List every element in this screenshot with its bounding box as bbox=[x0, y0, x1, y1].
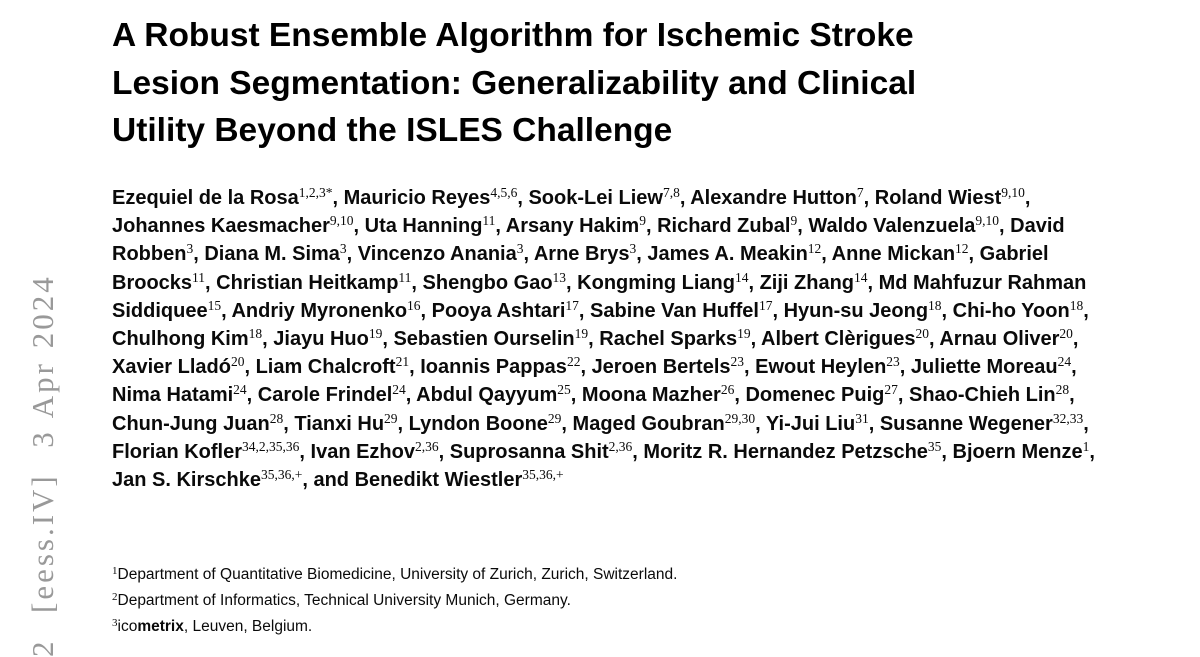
author-affiliation-sup: 12 bbox=[955, 241, 969, 257]
author: Pooya Ashtari$^{17}$ bbox=[431, 297, 579, 322]
author-affiliation-sup: 4,5,6 bbox=[490, 184, 518, 200]
author: Yi-Jui Liu$^{31}$ bbox=[765, 410, 869, 435]
author-affiliation-sup: 2,36 bbox=[415, 438, 439, 454]
author-affiliation-sup: 11 bbox=[192, 269, 206, 285]
author-affiliation-sup: 17 bbox=[758, 297, 773, 313]
author-affiliation-sup: 29 bbox=[547, 410, 562, 426]
author-affiliation-sup: 23 bbox=[730, 354, 745, 370]
author-affiliation-sup: 24 bbox=[1057, 354, 1072, 370]
author: Susanne Wegener$^{32,33}$ bbox=[879, 410, 1084, 435]
author: Chun-Jung Juan$^{28}$ bbox=[112, 410, 284, 435]
author: Liam Chalcroft$^{21}$ bbox=[255, 354, 410, 379]
author: Gabriel Broocks$^{11}$ bbox=[112, 243, 1049, 294]
author-affiliation-sup: 22 bbox=[566, 354, 581, 370]
affiliation-text: , Leuven, Belgium. bbox=[183, 618, 313, 635]
author-affiliation-sup: 20 bbox=[1059, 326, 1073, 341]
author-affiliation-sup: 31 bbox=[855, 410, 869, 426]
author-affiliation-sup: 18 bbox=[1069, 297, 1084, 313]
author: Uta Hanning$^{11}$ bbox=[364, 213, 496, 238]
author: and Benedikt Wiestler$^{35,36,+}$ bbox=[313, 467, 564, 492]
author: Ewout Heylen$^{23}$ bbox=[755, 354, 900, 379]
author-affiliation-sup: 35 bbox=[927, 438, 942, 454]
author-affiliation-sup: 9 bbox=[639, 213, 646, 229]
author-affiliation-sup: 7,8 bbox=[662, 184, 680, 200]
author: Juliette Moreau$^{24}$ bbox=[910, 354, 1072, 379]
author-affiliation-sup: 9,10 bbox=[1001, 184, 1025, 200]
title-line: Utility Beyond the ISLES Challenge bbox=[112, 112, 673, 149]
author: Chulhong Kim$^{18}$ bbox=[112, 326, 263, 351]
author-affiliation-sup: 3 bbox=[339, 241, 347, 257]
author: Arnau Oliver$^{20}$ bbox=[939, 326, 1073, 351]
author: Florian Kofler$^{34,2,35,36}$ bbox=[112, 438, 300, 463]
author-affiliation-sup: 19 bbox=[737, 326, 751, 341]
author: Abdul Qayyum$^{25}$ bbox=[416, 382, 571, 407]
author: Md Mahfuzur Rahman Siddiquee$^{15}$ bbox=[112, 271, 1087, 322]
author: Christian Heitkamp$^{11}$ bbox=[216, 269, 412, 294]
author: Richard Zubal$^9$ bbox=[657, 213, 798, 238]
affiliation-text: Department of Informatics, Technical University Munich, Germany. bbox=[117, 592, 571, 609]
author-affiliation-sup: 20 bbox=[230, 354, 245, 370]
author: Lyndon Boone$^{29}$ bbox=[408, 410, 562, 435]
author-affiliation-sup: 3 bbox=[516, 241, 524, 257]
author: Waldo Valenzuela$^{9,10}$ bbox=[808, 213, 1000, 238]
author: Maged Goubran$^{29,30}$ bbox=[572, 410, 756, 435]
author-affiliation-sup: 24 bbox=[392, 382, 406, 398]
author: Sebastien Ourselin$^{19}$ bbox=[393, 326, 589, 351]
author-affiliation-sup: 35,36,+ bbox=[260, 467, 303, 483]
author: Ioannis Pappas$^{22}$ bbox=[420, 354, 581, 379]
author-affiliation-sup: 19 bbox=[368, 326, 383, 341]
author-affiliation-sup: 20 bbox=[915, 326, 929, 341]
author: Shengbo Gao$^{13}$ bbox=[422, 269, 567, 294]
author: Moritz R. Hernandez Petzsche$^{35}$ bbox=[643, 438, 942, 463]
author: Moona Mazher$^{26}$ bbox=[581, 382, 735, 407]
author-affiliation-sup: 29,30 bbox=[724, 410, 756, 426]
author: James A. Meakin$^{12}$ bbox=[647, 241, 822, 266]
author-affiliation-sup: 29 bbox=[384, 410, 398, 426]
author-affiliation-sup: 32,33 bbox=[1052, 410, 1084, 426]
affiliation-item bbox=[112, 588, 1097, 614]
author: Arne Brys$^3$ bbox=[533, 241, 637, 266]
author-affiliation-sup: 27 bbox=[884, 382, 898, 398]
paper-title bbox=[112, 12, 916, 155]
author: Chi-ho Yoon$^{18}$ bbox=[952, 297, 1084, 322]
author: Jan S. Kirschke$^{35,36,+}$ bbox=[112, 467, 303, 492]
affiliation-text: ico bbox=[117, 618, 138, 635]
author: Johannes Kaesmacher$^{9,10}$ bbox=[112, 213, 354, 238]
author: Diana M. Sima$^3$ bbox=[204, 241, 347, 266]
author-affiliation-sup: 1 bbox=[1082, 438, 1090, 454]
author: Albert Clèrigues$^{20}$ bbox=[761, 326, 929, 351]
author-affiliation-sup: 9 bbox=[790, 213, 798, 229]
author: Ezequiel de la Rosa$^{1,2,3*}$ bbox=[112, 184, 333, 209]
affiliation-item bbox=[112, 562, 1097, 588]
author-affiliation-sup: 26 bbox=[720, 382, 735, 398]
author: Domenec Puig$^{27}$ bbox=[745, 382, 898, 407]
author-affiliation-sup: 21 bbox=[395, 354, 410, 370]
author-affiliation-sup: 19 bbox=[574, 326, 589, 341]
author-affiliation-sup: 28 bbox=[269, 410, 284, 426]
author: Jiayu Huo$^{19}$ bbox=[273, 326, 383, 351]
author: Vincenzo Anania$^3$ bbox=[357, 241, 524, 266]
author-affiliation-sup: 34,2,35,36 bbox=[242, 438, 300, 454]
author: Andriy Myronenko$^{16}$ bbox=[231, 297, 421, 322]
author: Rachel Sparks$^{19}$ bbox=[599, 326, 751, 351]
author: Arsany Hakim$^9$ bbox=[505, 213, 646, 238]
title-line: A Robust Ensemble Algorithm for Ischemic Stroke bbox=[112, 17, 914, 54]
author-affiliation-sup: 25 bbox=[557, 382, 571, 398]
author: Kongming Liang$^{14}$ bbox=[577, 269, 749, 294]
author-affiliation-sup: 35,36,+ bbox=[522, 467, 564, 483]
author-affiliation-sup: 18 bbox=[928, 297, 942, 313]
author: Jeroen Bertels$^{23}$ bbox=[591, 354, 745, 379]
affiliation-number-sup: 2 bbox=[112, 591, 118, 604]
affiliation-number-sup: 3 bbox=[112, 617, 118, 630]
author-affiliation-sup: 23 bbox=[886, 354, 900, 370]
author-affiliation-sup: 24 bbox=[233, 382, 247, 398]
author-list: Ezequiel de la Rosa$^{1,2,3*}$, Mauricio Reyes$^{4,5,6}$, Sook-Lei Liew$^{7,8}$, Alexandre Hutton$^7$, Roland Wiest$^{9,10}$, Johannes Kaesmacher$^{9,10}$, Uta Hanning$^{11}$, Arsany Hakim$^9$, Richard Zubal$^9$, Waldo Valenzuela$^{9,10}$, David Robben$^3$, Diana M. Sima$^3$, Vincenzo Anania$^3$, Arne Brys$^3$, James A. Meakin$^{12}$, Anne Mickan$^{12}$, Gabriel Broocks$^{11}$, Christian Heitkamp$^{11}$, Shengbo Gao$^{13}$, Kongming Liang$^{14}$, Ziji Zhang$^{14}$, Md Mahfuzur Rahman Siddiquee$^{15}$, Andriy Myronenko$^{16}$, Pooya Ashtari$^{17}$, Sabine Van Huffel$^{17}$, Hyun-su Jeong$^{18}$, Chi-ho Yoon$^{18}$, Chulhong Kim$^{18}$, Jiayu Huo$^{19}$, Sebastien Ourselin$^{19}$, Rachel Sparks$^{19}$, Albert Clèrigues$^{20}$, Arnau Oliver$^{20}$, Xavier Lladó$^{20}$, Liam Chalcroft$^{21}$, Ioannis Pappas$^{22}$, Jeroen Bertels$^{23}$, Ewout Heylen$^{23}$, Juliette Moreau$^{24}$, Nima Hatami$^{24}$, Carole Frindel$^{24}$, Abdul Qayyum$^{25}$, Moona Mazher$^{26}$, Domenec Puig$^{27}$, Shao-Chieh Lin$^{28}$, Chun-Jung Juan$^{28}$, Tianxi Hu$^{29}$, Lyndon Boone$^{29}$, Maged Goubran$^{29,30}$, Yi-Jui Liu$^{31}$, Susanne Wegener$^{32,33}$, Florian Kofler$^{34,2,35,36}$, Ivan Ezhov$^{2,36}$, Suprosanna Shit$^{2,36}$, Moritz R. Hernandez Petzsche$^{35}$, Bjoern Menze$^1$, Jan S. Kirschke$^{35,36,+}$, and Benedikt Wiestler$^{35,36,+}$ bbox=[112, 184, 1095, 492]
author-affiliation-sup: 3 bbox=[629, 241, 637, 257]
author: Alexandre Hutton$^7$ bbox=[690, 184, 864, 209]
author: Sook-Lei Liew$^{7,8}$ bbox=[528, 184, 680, 209]
author: Mauricio Reyes$^{4,5,6}$ bbox=[343, 184, 518, 209]
author: Anne Mickan$^{12}$ bbox=[831, 241, 969, 266]
author-affiliation-sup: 11 bbox=[398, 269, 412, 285]
author-affiliation-sup: 1,2,3* bbox=[298, 184, 333, 200]
author-affiliation-sup: 7 bbox=[856, 184, 864, 200]
author: Suprosanna Shit$^{2,36}$ bbox=[449, 438, 633, 463]
author-affiliation-sup: 14 bbox=[854, 269, 868, 285]
author-affiliation-sup: 9,10 bbox=[329, 213, 354, 229]
author-affiliation-sup: 11 bbox=[482, 213, 496, 229]
author: David Robben$^3$ bbox=[112, 215, 1065, 266]
author: Carole Frindel$^{24}$ bbox=[257, 382, 406, 407]
author-affiliation-sup: 9,10 bbox=[975, 213, 1000, 229]
author-affiliation-sup: 15 bbox=[207, 297, 222, 313]
author: Nima Hatami$^{24}$ bbox=[112, 382, 247, 407]
affiliation-list bbox=[112, 562, 1097, 640]
affiliation-text: Department of Quantitative Biomedicine, University of Zurich, Zurich, Switzerland. bbox=[117, 566, 678, 583]
author: Bjoern Menze$^1$ bbox=[952, 438, 1090, 463]
author-affiliation-sup: 12 bbox=[807, 241, 822, 257]
author: Tianxi Hu$^{29}$ bbox=[294, 410, 398, 435]
author: Roland Wiest$^{9,10}$ bbox=[874, 184, 1025, 209]
author-affiliation-sup: 3 bbox=[186, 241, 194, 257]
author-affiliation-sup: 2,36 bbox=[608, 438, 633, 454]
title-line: Lesion Segmentation: Generalizability and Clinical bbox=[112, 64, 917, 102]
author-affiliation-sup: 17 bbox=[565, 297, 579, 313]
author: Shao-Chieh Lin$^{28}$ bbox=[908, 382, 1070, 407]
author-affiliation-sup: 28 bbox=[1055, 382, 1070, 398]
author-affiliation-sup: 16 bbox=[407, 297, 421, 313]
affiliation-text: metrix bbox=[137, 618, 184, 635]
author: Hyun-su Jeong$^{18}$ bbox=[783, 297, 942, 322]
author: Xavier Lladó$^{20}$ bbox=[112, 354, 245, 379]
author-affiliation-sup: 13 bbox=[552, 269, 567, 285]
author: Ivan Ezhov$^{2,36}$ bbox=[310, 438, 439, 463]
author: Sabine Van Huffel$^{17}$ bbox=[590, 297, 773, 322]
author: Ziji Zhang$^{14}$ bbox=[759, 269, 868, 294]
arxiv-stamp: 2 [eess.IV] 3 Apr 2024 bbox=[25, 274, 60, 657]
author-affiliation-sup: 14 bbox=[734, 269, 749, 285]
affiliation-item bbox=[112, 614, 1097, 640]
author-affiliation-sup: 18 bbox=[248, 326, 263, 341]
affiliation-number-sup: 1 bbox=[112, 565, 118, 578]
